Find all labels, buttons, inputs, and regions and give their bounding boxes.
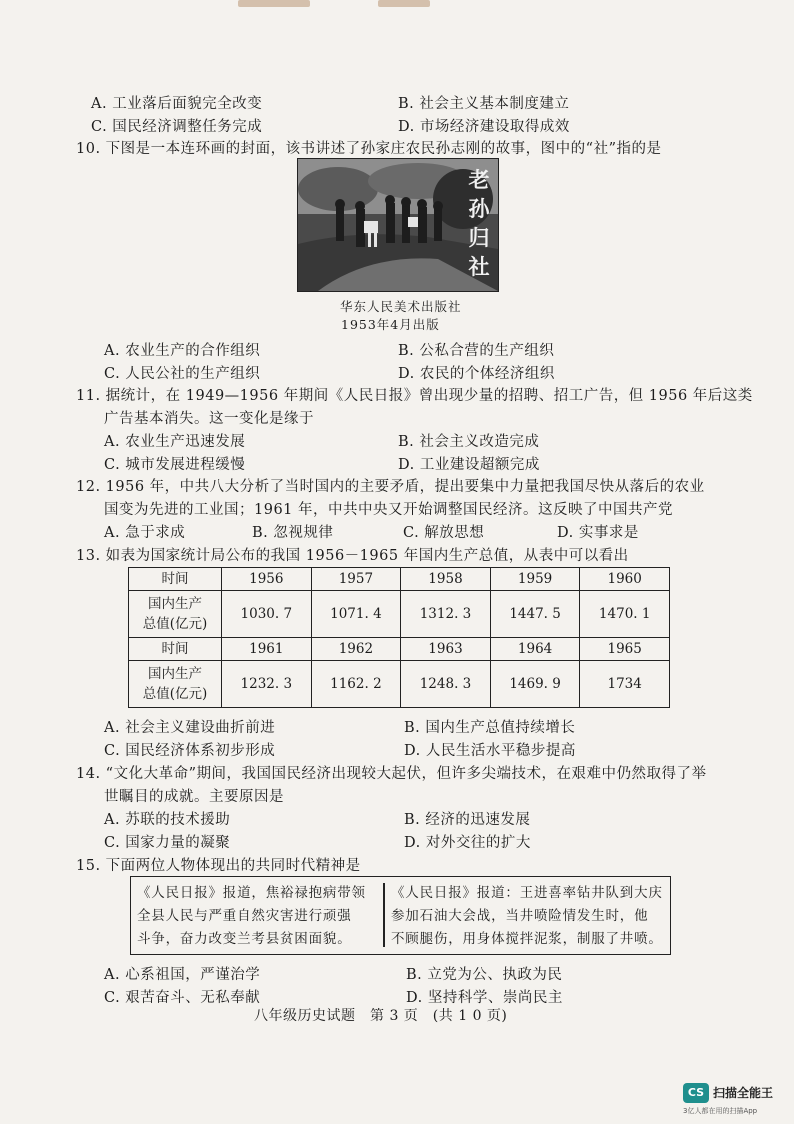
q12-stem-line2: 国变为先进的工业国；1961 年，中共中央又开始调整国民经济。这反映了中国共产党 (104, 502, 674, 518)
quote-wang-jinxi (391, 882, 663, 951)
q13-option-c: C. 国民经济体系初步形成 (104, 743, 276, 759)
comic-cover-image (297, 158, 499, 292)
q9-option-c: C. 国民经济调整任务完成 (91, 119, 263, 135)
table-cell-year: 1956 (222, 568, 312, 591)
table-cell-gdp: 1312. 3 (401, 591, 491, 638)
quote-line: 全县人民与严重自然灾害进行顽强 (137, 908, 352, 924)
comic-title-char: 归 (468, 225, 490, 250)
q13-option-a: A. 社会主义建设曲折前进 (104, 720, 276, 736)
quote-line: 《人民日报》报道，焦裕禄抱病带领 (137, 885, 366, 901)
comic-title-char: 老 (468, 167, 490, 192)
page-footer: 八年级历史试题 第 3 页 (共 1 0 页) (254, 1008, 508, 1024)
comic-title-char: 社 (468, 254, 490, 279)
table-row (129, 568, 670, 591)
gdp-label-line2: 总值(亿元) (142, 686, 208, 702)
q15-stem: 15. 下面两位人物体现出的共同时代精神是 (76, 858, 361, 874)
q12-option-a: A. 急于求成 (104, 525, 186, 541)
q13-stem: 13. 如表为国家统计局公布的我国 1956－1965 年国内生产总值，从表中可以看出 (76, 548, 629, 564)
table-header-time: 时间 (129, 568, 222, 591)
table-cell-year: 1960 (580, 568, 670, 591)
q11-option-c: C. 城市发展进程缓慢 (104, 457, 246, 473)
table-header-gdp (129, 591, 222, 638)
q10-stem: 10. 下图是一本连环画的封面，该书讲述了孙家庄农民孙志刚的故事，图中的“社”指的是 (76, 141, 662, 157)
quote-line: 斗争，奋力改变兰考县贫困面貌。 (137, 931, 352, 947)
q13-option-d: D. 人民生活水平稳步提高 (404, 743, 576, 759)
q11-option-d: D. 工业建设超额完成 (398, 457, 540, 473)
comic-caption-publisher: 华东人民美术出版社 (340, 299, 462, 314)
table-cell-year: 1962 (311, 638, 401, 661)
q14-option-b: B. 经济的迅速发展 (404, 812, 531, 828)
table-cell-year: 1961 (222, 638, 312, 661)
q10-option-c: C. 人民公社的生产组织 (104, 366, 261, 382)
quote-divider (383, 883, 385, 947)
table-cell-year: 1959 (490, 568, 580, 591)
quote-line: 参加石油大会战，当井喷险情发生时，他 (391, 908, 649, 924)
q15-option-d: D. 坚持科学、崇尚民主 (406, 990, 563, 1006)
table-row (129, 591, 670, 638)
q12-option-d: D. 实事求是 (557, 525, 639, 541)
q14-option-d: D. 对外交往的扩大 (404, 835, 531, 851)
comic-title (466, 165, 492, 281)
q9-option-d: D. 市场经济建设取得成效 (398, 119, 570, 135)
q14-option-a: A. 苏联的技术援助 (104, 812, 231, 828)
table-cell-gdp: 1734 (580, 661, 670, 708)
q11-option-b: B. 社会主义改造完成 (398, 434, 540, 450)
table-row (129, 638, 670, 661)
comic-caption-date: 1953年4月出版 (341, 317, 440, 332)
table-cell-gdp: 1248. 3 (401, 661, 491, 708)
table-cell-year: 1965 (580, 638, 670, 661)
table-cell-gdp: 1162. 2 (311, 661, 401, 708)
table-cell-year: 1963 (401, 638, 491, 661)
table-header-gdp (129, 661, 222, 708)
camscanner-name: 扫描全能王 (713, 1086, 774, 1100)
q12-stem-line1: 12. 1956 年，中共八大分析了当时国内的主要矛盾，提出要集中力量把我国尽快从落后的农业 (76, 479, 705, 495)
table-cell-year: 1957 (311, 568, 401, 591)
q11-stem-line1: 11. 据统计，在 1949—1956 年期间《人民日报》曾出现少量的招聘、招工广告，但 1956 年后这类 (76, 388, 753, 404)
table-cell-gdp: 1447. 5 (490, 591, 580, 638)
table-row (129, 661, 670, 708)
gdp-label-line1: 国内生产 (148, 596, 202, 612)
top-edge-mark (238, 0, 310, 7)
table-cell-year: 1958 (401, 568, 491, 591)
comic-title-char: 孙 (468, 196, 490, 221)
gdp-label-line2: 总值(亿元) (142, 616, 208, 632)
top-edge-mark (378, 0, 430, 7)
q12-option-c: C. 解放思想 (403, 525, 485, 541)
gdp-label-line1: 国内生产 (148, 666, 202, 682)
q15-option-b: B. 立党为公、执政为民 (406, 967, 563, 983)
camscanner-tagline: 3亿人都在用的扫描App (683, 1107, 758, 1115)
q9-option-b: B. 社会主义基本制度建立 (398, 96, 570, 112)
q14-option-c: C. 国家力量的凝聚 (104, 835, 231, 851)
quote-line: 不顾腿伤，用身体搅拌泥浆，制服了井喷。 (391, 931, 663, 947)
q11-option-a: A. 农业生产迅速发展 (104, 434, 246, 450)
table-cell-year: 1964 (490, 638, 580, 661)
q12-option-b: B. 忽视规律 (252, 525, 334, 541)
q14-stem-line1: 14. “文化大革命”期间，我国国民经济出现较大起伏，但许多尖端技术，在艰难中仍然取得了举 (76, 766, 707, 782)
gdp-table (128, 567, 670, 708)
table-cell-gdp: 1469. 9 (490, 661, 580, 708)
q13-option-b: B. 国内生产总值持续增长 (404, 720, 576, 736)
q14-stem-line2: 世瞩目的成就。主要原因是 (104, 789, 284, 805)
table-cell-gdp: 1470. 1 (580, 591, 670, 638)
camscanner-logo-icon: CS (683, 1083, 709, 1103)
quote-jiao-yulu (137, 882, 366, 951)
table-cell-gdp: 1232. 3 (222, 661, 312, 708)
q11-stem-line2: 广告基本消失。这一变化是缘于 (104, 411, 314, 427)
q10-option-b: B. 公私合营的生产组织 (398, 343, 555, 359)
q15-option-c: C. 艰苦奋斗、无私奉献 (104, 990, 261, 1006)
table-header-time: 时间 (129, 638, 222, 661)
q15-quote-box (130, 876, 671, 955)
q10-option-d: D. 农民的个体经济组织 (398, 366, 555, 382)
q9-option-a: A. 工业落后面貌完全改变 (91, 96, 263, 112)
q15-option-a: A. 心系祖国，严谨治学 (104, 967, 261, 983)
table-cell-gdp: 1030. 7 (222, 591, 312, 638)
quote-line: 《人民日报》报道：王进喜率钻井队到大庆 (391, 885, 663, 901)
q10-option-a: A. 农业生产的合作组织 (104, 343, 261, 359)
table-cell-gdp: 1071. 4 (311, 591, 401, 638)
